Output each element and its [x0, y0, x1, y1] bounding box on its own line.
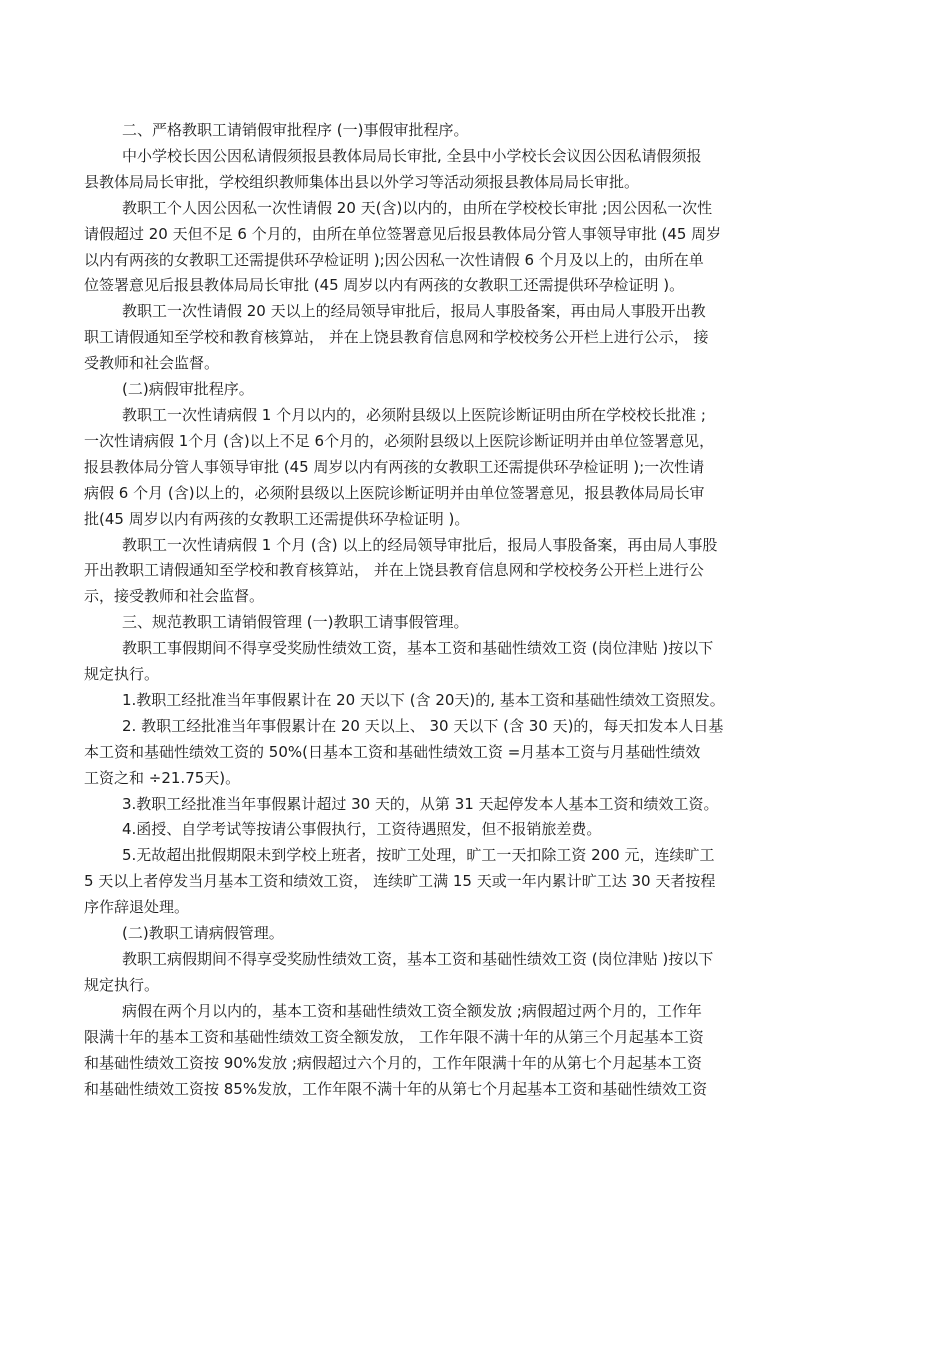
- text-line: 请假超过 20 天但不足 6 个月的，由所在单位签署意见后报县教体局分管人事领导审批 (45 周岁: [84, 224, 722, 243]
- para-sick-pay-detail: [84, 999, 868, 1103]
- para-principal-leave: [84, 144, 868, 196]
- para-heading-3: [84, 610, 868, 636]
- text-line: (二)病假审批程序。: [122, 380, 254, 399]
- text-line: 中小学校长因公因私请假须报县教体局局长审批, 全县中小学校长会议因公因私请假须报: [122, 146, 702, 165]
- text-line: 3.教职工经批准当年事假累计超过 30 天的，从第 31 天起停发本人基本工资和绩效工资。: [122, 794, 719, 813]
- text-line: 5 天以上者停发当月基本工资和绩效工资， 连续旷工满 15 天或一年内累计旷工达 30 天者按程: [84, 872, 716, 891]
- text-line: (二)教职工请病假管理。: [122, 924, 284, 943]
- text-line: 教职工事假期间不得享受奖励性绩效工资，基本工资和基础性绩效工资 (岗位津贴 )按以下: [122, 639, 714, 658]
- text-line: 和基础性绩效工资按 85%发放，工作年限不满十年的从第七个月起基本工资和基础性绩效工资: [84, 1079, 708, 1098]
- text-line: 教职工一次性请病假 1 个月以内的，必须附县级以上医院诊断证明由所在学校校长批准 ;: [122, 405, 706, 424]
- para-personal-leave-notice: [84, 299, 868, 377]
- text-line: 以内有两孩的女教职工还需提供环孕检证明 );因公因私一次性请假 6 个月及以上的，由所在单: [84, 250, 704, 269]
- para-sick-leave-notice: [84, 533, 868, 611]
- text-line: 病假在两个月以内的，基本工资和基础性绩效工资全额发放 ;病假超过两个月的，工作年: [122, 1001, 702, 1020]
- text-line: 4.函授、自学考试等按请公事假执行，工资待遇照发，但不报销旅差费。: [122, 820, 602, 839]
- text-line: 1.教职工经批准当年事假累计在 20 天以下 (含 20天)的, 基本工资和基础性绩效工资照发。: [122, 690, 725, 709]
- text-line: 教职工病假期间不得享受奖励性绩效工资，基本工资和基础性绩效工资 (岗位津贴 )按以下: [122, 950, 714, 968]
- para-rule-3: [84, 792, 868, 818]
- text-line: 三、规范教职工请销假管理 (一)教职工请事假管理。: [122, 613, 469, 632]
- para-sick-mgmt-heading: [84, 921, 868, 947]
- para-personal-pay: [84, 636, 868, 688]
- text-line: 报县教体局分管人事领导审批 (45 周岁以内有两孩的女教职工还需提供环孕检证明 );一次性请: [84, 457, 705, 476]
- text-line: 一次性请病假 1个月 (含)以上不足 6个月的，必须附县级以上医院诊断证明并由单位签署意见，: [84, 431, 715, 450]
- text-line: 示，接受教师和社会监督。: [84, 587, 265, 606]
- text-line: 职工请假通知至学校和教育核算站， 并在上饶县教育信息网和学校校务公开栏上进行公示， 接: [84, 328, 709, 347]
- text-line: 教职工一次性请假 20 天以上的经局领导审批后，报局人事股备案，再由局人事股开出教: [122, 302, 706, 321]
- para-heading-2: [84, 118, 868, 144]
- text-line: 病假 6 个月 (含)以上的，必须附县级以上医院诊断证明并由单位签署意见，报县教体局局长审: [84, 483, 705, 502]
- text-line: 受教师和社会监督。: [84, 354, 220, 373]
- text-line: 限满十年的基本工资和基础性绩效工资全额发放， 工作年限不满十年的从第三个月起基本工资: [84, 1027, 704, 1046]
- para-rule-5: [84, 843, 868, 921]
- para-sick-leave-approval: [84, 403, 868, 533]
- document-body: [84, 118, 868, 1102]
- text-line: 2. 教职工经批准当年事假累计在 20 天以上、 30 天以下 (含 30 天)的，每天扣发本人日基: [122, 716, 724, 735]
- para-sick-pay: [84, 947, 868, 999]
- text-line: 开出教职工请假通知至学校和教育核算站， 并在上饶县教育信息网和学校校务公开栏上进行公: [84, 561, 704, 580]
- text-line: 批(45 周岁以内有两孩的女教职工还需提供环孕检证明 )。: [84, 509, 470, 528]
- para-personal-leave-approval: [84, 196, 868, 300]
- text-line: 本工资和基础性绩效工资的 50%(日基本工资和基础性绩效工资 =月基本工资与月基础性绩效: [84, 742, 701, 761]
- para-rule-4: [84, 817, 868, 843]
- text-line: 工资之和 ÷21.75天)。: [84, 768, 241, 787]
- text-line: 规定执行。: [84, 665, 160, 684]
- text-line: 规定执行。: [84, 975, 160, 994]
- para-rule-2: [84, 714, 868, 792]
- para-rule-1: [84, 688, 868, 714]
- text-line: 和基础性绩效工资按 90%发放 ;病假超过六个月的，工作年限满十年的从第七个月起基本工资: [84, 1053, 702, 1072]
- text-line: 教职工个人因公因私一次性请假 20 天(含)以内的，由所在学校校长审批 ;因公因私一次性: [122, 198, 713, 217]
- text-line: 二、严格教职工请销假审批程序 (一)事假审批程序。: [122, 121, 469, 139]
- text-line: 5.无故超出批假期限未到学校上班者，按旷工处理，旷工一天扣除工资 200 元，连续旷工: [122, 846, 715, 865]
- text-line: 县教体局局长审批，学校组织教师集体出县以外学习等活动须报县教体局局长审批。: [84, 172, 640, 191]
- text-line: 教职工一次性请病假 1 个月 (含) 以上的经局领导审批后，报局人事股备案，再由局人事股: [122, 535, 718, 554]
- text-line: 序作辞退处理。: [84, 898, 190, 917]
- para-sick-heading: [84, 377, 868, 403]
- text-line: 位签署意见后报县教体局局长审批 (45 周岁以内有两孩的女教职工还需提供环孕检证明 )。: [84, 276, 685, 295]
